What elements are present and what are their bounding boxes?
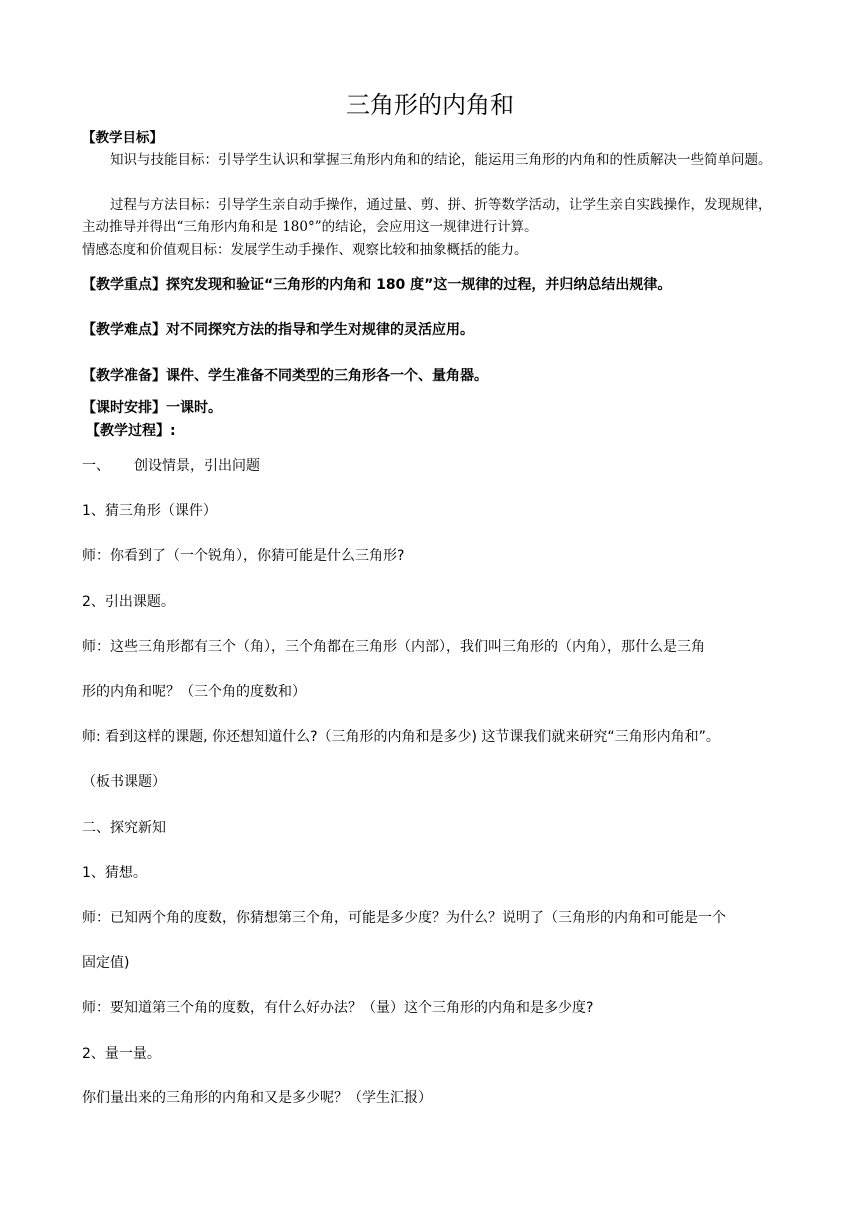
paragraph: 固定值) <box>82 955 130 971</box>
section-1-number: 一、 <box>82 458 110 474</box>
section-2-heading: 二、探究新知 <box>82 820 166 836</box>
paragraph: 2、量一量。 <box>82 1046 161 1062</box>
paragraph: 师：你看到了（一个锐角），你猜可能是什么三角形? <box>82 548 405 564</box>
paragraph: 1、猜想。 <box>82 865 147 881</box>
schedule-text: 一课时。 <box>166 400 222 416</box>
section-1-heading <box>82 455 802 477</box>
paragraph: 师：要知道第三个角的度数，有什么好办法？（量）这个三角形的内角和是多少度? <box>82 1000 594 1016</box>
difficulty-heading: 【教学难点】 <box>82 322 166 338</box>
page-title: 三角形的内角和 <box>346 91 514 119</box>
difficulty <box>82 319 802 341</box>
key-point <box>82 274 802 296</box>
key-point-heading: 【教学重点】 <box>82 277 166 293</box>
schedule-heading: 【课时安排】 <box>82 400 166 416</box>
schedule <box>82 397 802 419</box>
goal-knowledge: 知识与技能目标：引导学生认识和掌握三角形内角和的结论，能运用三角形的内角和的性质解决一些简单问题。 <box>110 152 772 168</box>
preparation-text: 课件、学生准备不同类型的三角形各一个、量角器。 <box>166 368 488 384</box>
goal-process: 过程与方法目标：引导学生亲自动手操作，通过量、剪、拼、折等数学活动，让学生亲自实践操作，发现规律，主动推导并得出“三角形内角和是 180°”的结论，会应用这一规律进行计算。 <box>82 197 772 235</box>
section-1-title: 创设情景，引出问题 <box>134 458 260 474</box>
preparation <box>82 365 802 387</box>
paragraph: 师: 看到这样的课题, 你还想知道什么?（三角形的内角和是多少) 这节课我们就来研究“三角形内角和”。 <box>82 729 720 745</box>
key-point-text: 探究发现和验证“三角形的内角和 180 度”这一规律的过程，并归纳总结出规律。 <box>166 277 672 293</box>
paragraph: 2、引出课题。 <box>82 594 175 610</box>
paragraph: 1、猜三角形（课件） <box>82 503 217 519</box>
paragraph: 形的内角和呢？（三个角的度数和） <box>82 684 306 700</box>
goals-heading: 【教学目标】 <box>82 130 163 146</box>
difficulty-text: 对不同探究方法的指导和学生对规律的灵活应用。 <box>166 322 474 338</box>
process-heading: 【教学过程】: <box>86 423 176 439</box>
paragraph: 你们量出来的三角形的内角和又是多少呢？（学生汇报） <box>82 1090 432 1106</box>
preparation-heading: 【教学准备】 <box>82 368 166 384</box>
paragraph: 师：已知两个角的度数，你猜想第三个角，可能是多少度？为什么？说明了（三角形的内角和可能是一个 <box>82 910 726 926</box>
paragraph: 师：这些三角形都有三个（角），三个角都在三角形（内部），我们叫三角形的（内角），那什么是三角 <box>82 639 705 655</box>
goal-emotion: 情感态度和价值观目标：发展学生动手操作、观察比较和抽象概括的能力。 <box>82 242 528 258</box>
paragraph: （板书课题） <box>82 774 166 790</box>
